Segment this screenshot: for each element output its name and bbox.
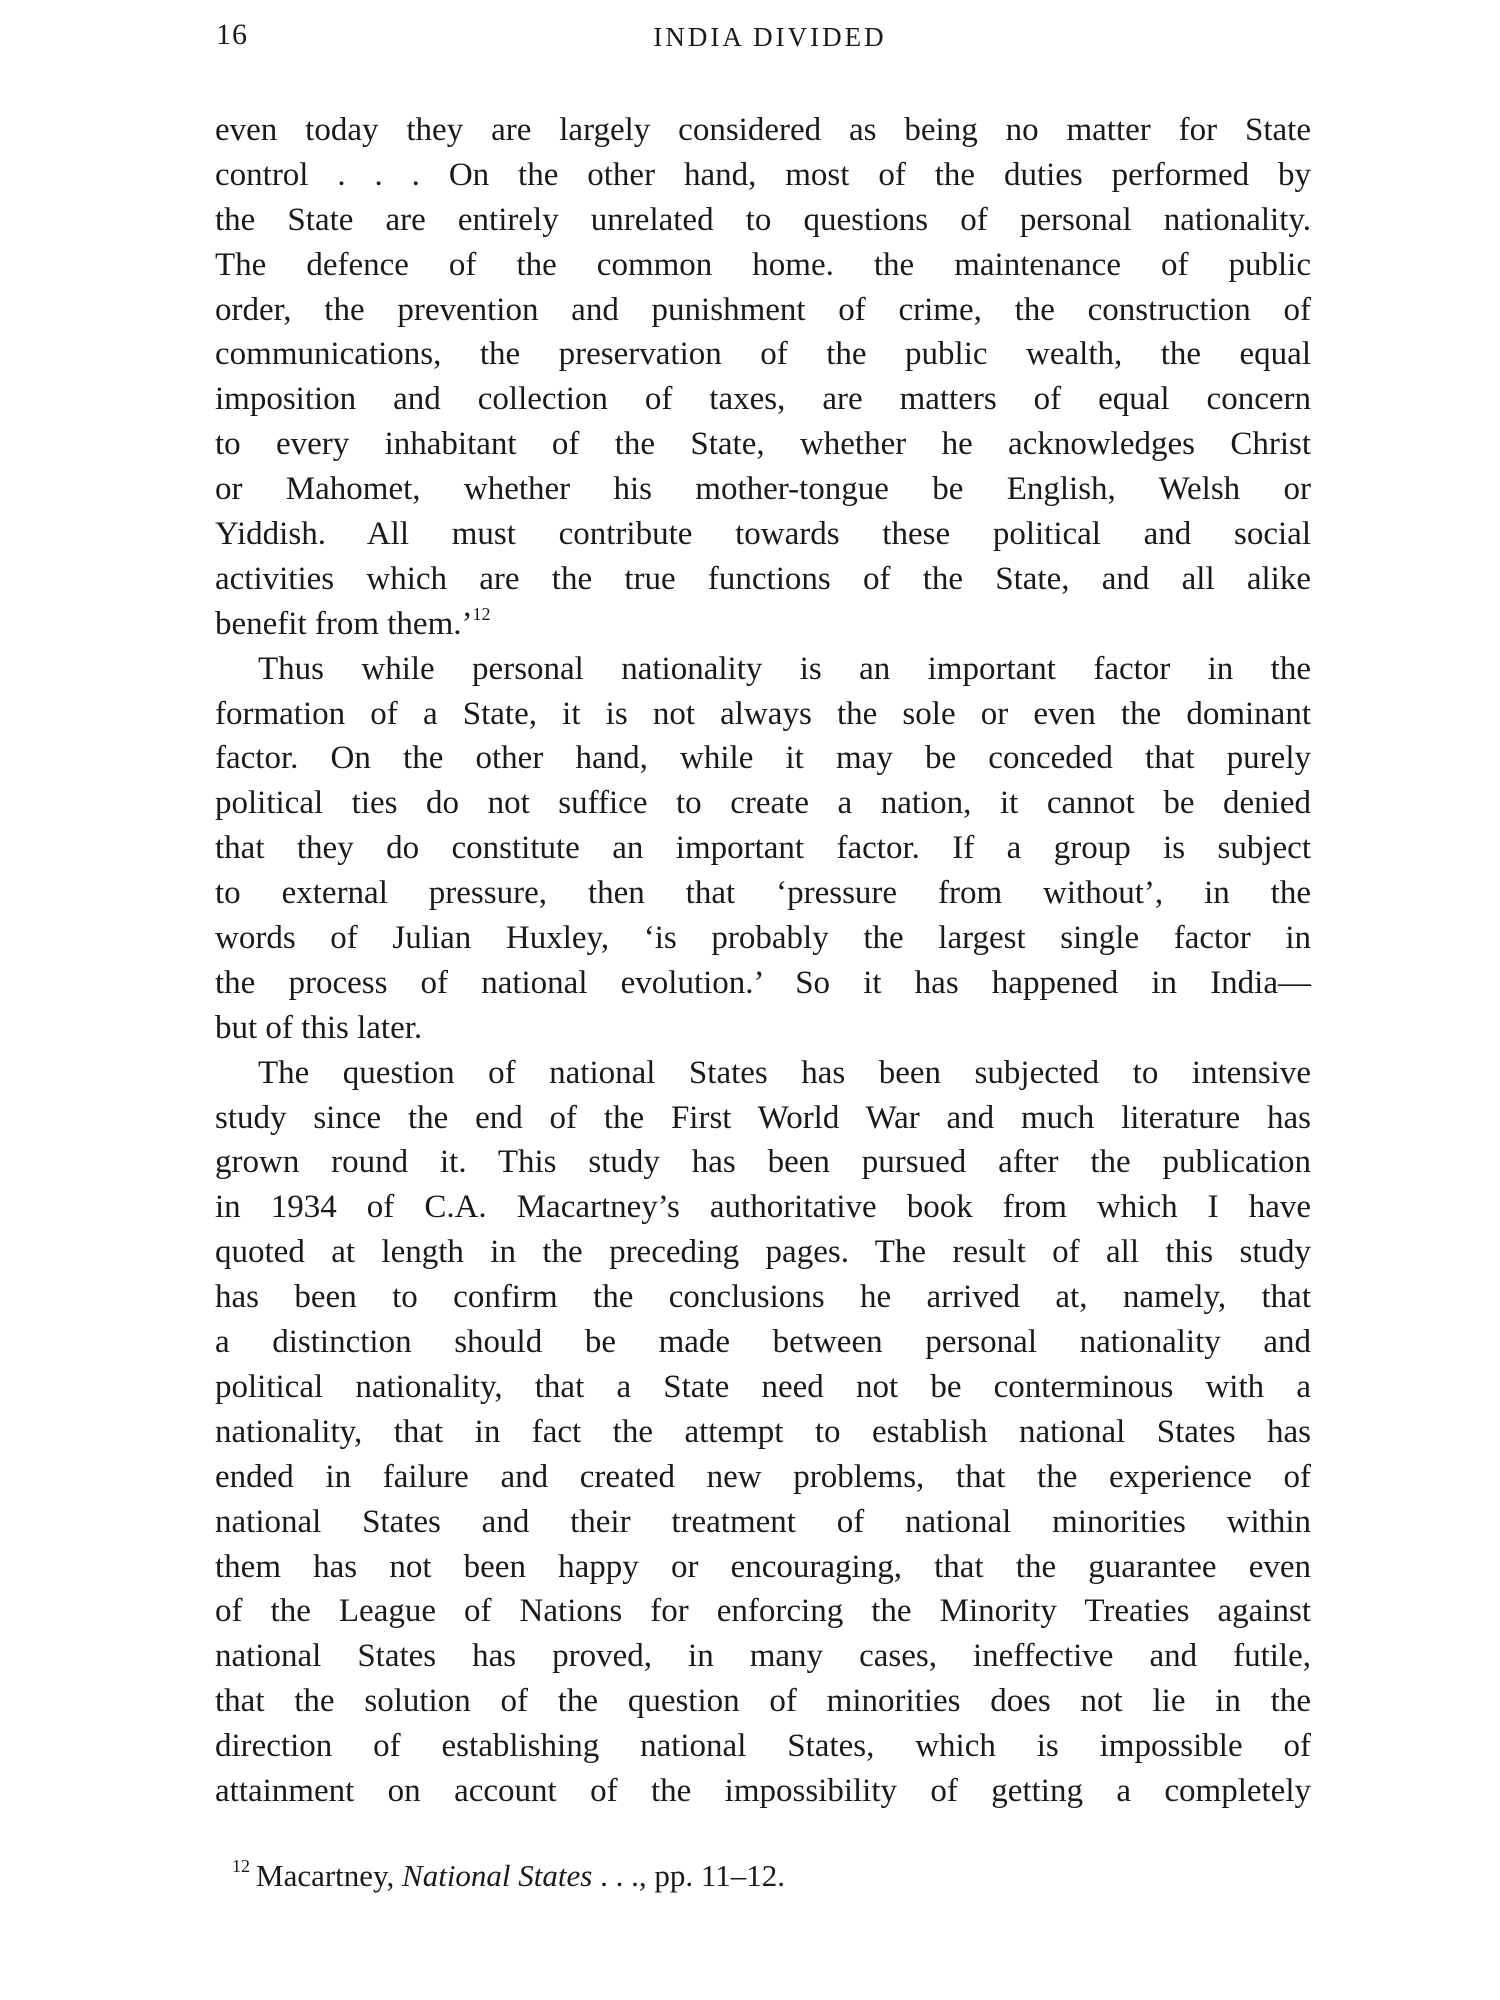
text-line: the State are entirely unrelated to questions of personal nationality. xyxy=(215,201,1311,238)
running-title: INDIA DIVIDED xyxy=(653,22,887,52)
page-number: 16 xyxy=(216,18,248,51)
text-line: political ties do not suffice to create a nation, it cannot be denied xyxy=(215,785,1311,822)
text-line: words of Julian Huxley, ‘is probably the largest single factor in xyxy=(215,920,1311,957)
text-line: that they do constitute an important factor. If a group is subject xyxy=(215,830,1311,867)
footnote-12 xyxy=(232,1858,785,1894)
paragraph-national-states xyxy=(215,1051,1311,1814)
text-line: direction of establishing national States, which is impossible of xyxy=(215,1728,1311,1765)
text-line: imposition and collection of taxes, are matters of equal concern xyxy=(215,381,1311,418)
text-line: grown round it. This study has been pursued after the publication xyxy=(215,1144,1311,1181)
footnote-reference[interactable]: 12 xyxy=(472,603,491,624)
text-line: Yiddish. All must contribute towards these political and social xyxy=(215,516,1311,553)
text-line: national States has proved, in many cases, ineffective and futile, xyxy=(215,1638,1311,1675)
body-text xyxy=(215,108,1311,1814)
text-line: study since the end of the First World War and much literature has xyxy=(215,1099,1311,1136)
text-line: nationality, that in fact the attempt to establish national States has xyxy=(215,1413,1311,1450)
text-line: national States and their treatment of national minorities within xyxy=(215,1503,1311,1540)
text-line: The defence of the common home. the maintenance of public xyxy=(215,246,1311,283)
paragraph-quote-continuation xyxy=(215,108,1311,647)
text-line: in 1934 of C.A. Macartney’s authoritative book from which I have xyxy=(215,1189,1311,1226)
text-line: political nationality, that a State need not be conterminous with a xyxy=(215,1368,1311,1405)
text-line: the process of national evolution.’ So it has happened in India— xyxy=(215,964,1311,1001)
text-line: formation of a State, it is not always the sole or even the dominant xyxy=(215,695,1311,732)
text-line: or Mahomet, whether his mother-tongue be English, Welsh or xyxy=(215,471,1311,508)
text-line-content: benefit from them.’ xyxy=(215,605,473,642)
footnote-number: 12 xyxy=(232,1856,250,1876)
text-line: that the solution of the question of minorities does not lie in the xyxy=(215,1683,1311,1720)
footnote-author: Macartney, xyxy=(256,1858,395,1893)
text-line: to external pressure, then that ‘pressure from without’, in the xyxy=(215,875,1311,912)
text-line: The question of national States has been subjected to intensive xyxy=(258,1054,1311,1091)
text-line: even today they are largely considered as being no matter for State xyxy=(215,112,1311,148)
text-line: Thus while personal nationality is an important factor in the xyxy=(258,650,1311,687)
paragraph-personal-nationality xyxy=(215,647,1311,1051)
text-line: a distinction should be made between personal nationality and xyxy=(215,1324,1311,1361)
text-line: attainment on account of the impossibility of getting a completely xyxy=(215,1772,1311,1809)
text-line: to every inhabitant of the State, whether he acknowledges Christ xyxy=(215,426,1311,463)
footnote-title: National States xyxy=(402,1858,593,1893)
text-line: activities which are the true functions of the State, and all alike xyxy=(215,560,1311,597)
text-line: of the League of Nations for enforcing the Minority Treaties against xyxy=(215,1593,1311,1630)
text-line: order, the prevention and punishment of crime, the construction of xyxy=(215,291,1311,328)
text-line xyxy=(215,602,1311,647)
text-line: factor. On the other hand, while it may be conceded that purely xyxy=(215,740,1311,777)
text-line: them has not been happy or encouraging, that the guarantee even xyxy=(215,1548,1311,1585)
text-line: communications, the preservation of the public wealth, the equal xyxy=(215,336,1311,373)
footnote-pages: . . ., pp. 11–12. xyxy=(592,1858,785,1893)
text-line: quoted at length in the preceding pages. The result of all this study xyxy=(215,1234,1311,1271)
text-line: control . . . On the other hand, most of the duties performed by xyxy=(215,156,1311,193)
text-line: ended in failure and created new problems, that the experience of xyxy=(215,1458,1311,1495)
text-line: but of this later. xyxy=(215,1009,423,1046)
text-line: has been to confirm the conclusions he arrived at, namely, that xyxy=(215,1279,1311,1316)
